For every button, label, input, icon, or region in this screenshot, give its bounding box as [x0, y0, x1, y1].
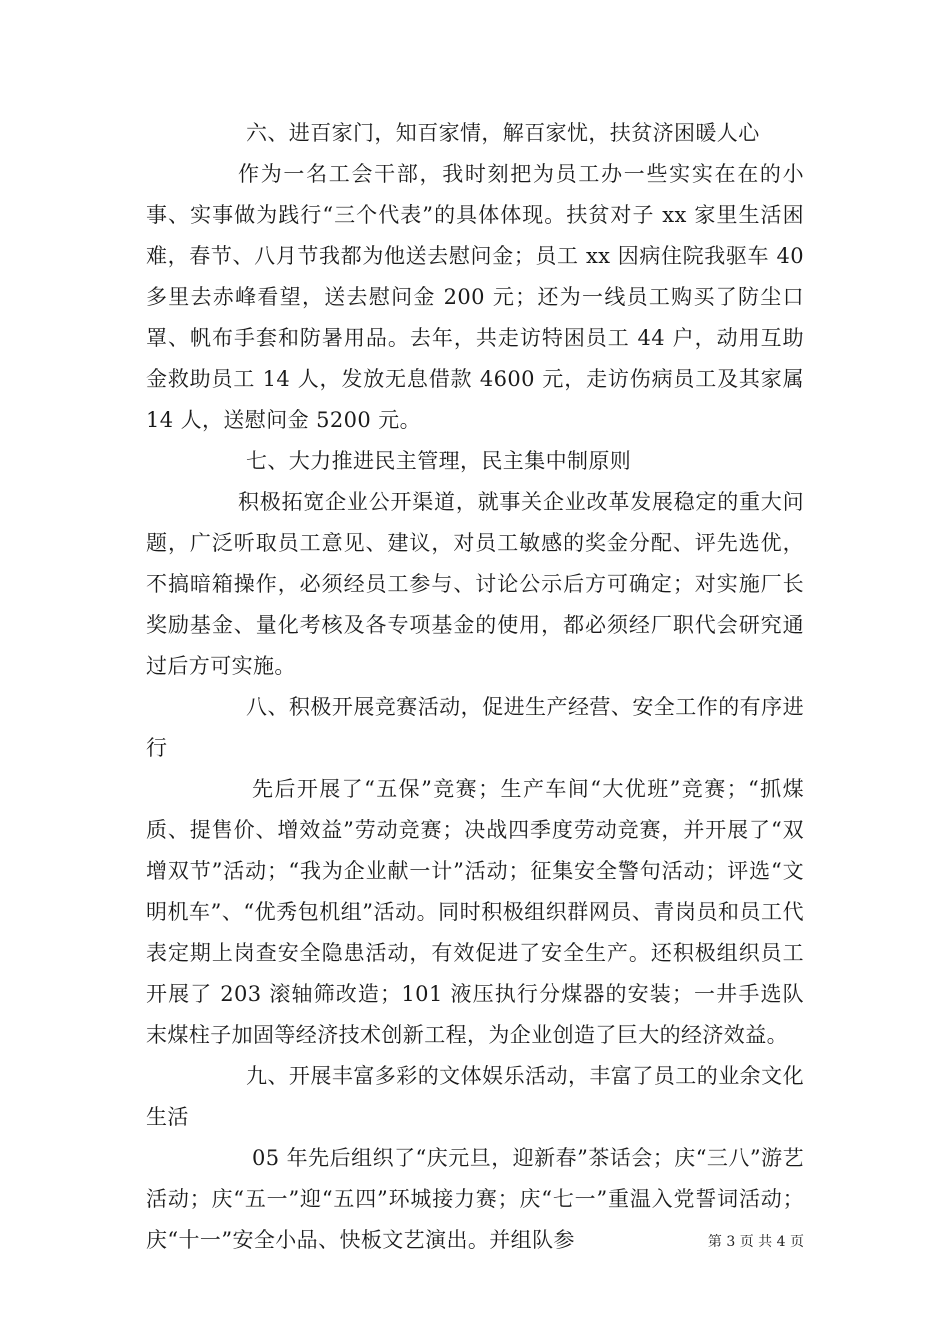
section-heading-6: 六、进百家门，知百家情，解百家忧，扶贫济困暖人心 [246, 121, 760, 145]
paragraph-democratic-management: 积极拓宽企业公开渠道，就事关企业改革发展稳定的重大问题，广泛听取员工意见、建议，对员工敏感的奖金分配、评先选优，不搞暗箱操作，必须经员工参与、讨论公示后方可确定；对实施厂长奖励基金、量化考核及各专项基金的使用，都必须经厂职代会研究通过后方可实施。 [146, 490, 804, 678]
paragraph-competition-activities: 先后开展了“五保”竞赛；生产车间“大优班”竞赛；“抓煤质、提售价、增效益”劳动竞赛；决战四季度劳动竞赛，并开展了“双增双节”活动；“我为企业献一计”活动；征集安全警句活动；评选“文明机车”、“优秀包机组”活动。同时积极组织群网员、青岗员和员工代表定期上岗查安全隐患活动，有效促进了安全生产。还积极组织员工开展了 203 滚轴筛改造；101 液压执行分煤器的安装；一井手选队末煤柱子加固等经济技术创新工程，为企业创造了巨大的经济效益。 [146, 777, 804, 1047]
section-heading-7: 七、大力推进民主管理，民主集中制原则 [246, 449, 632, 473]
section-heading-9: 九、开展丰富多彩的文体娱乐活动，丰富了员工的业余文化生活 [146, 1064, 804, 1129]
paragraph-poverty-relief: 作为一名工会干部，我时刻把为员工办一些实实在在的小事、实事做为践行“三个代表”的具体体现。扶贫对子 xx 家里生活困难，春节、八月节我都为他送去慰问金；员工 xx 因病住院我驱车 40 多里去赤峰看望，送去慰问金 200 元；还为一线员工购买了防尘口罩、帆布手套和防暑用品。去年，共走访特困员工 44 户，动用互助金救助员工 14 人，发放无息借款 4600 元，走访伤病员工及其家属 14 人，送慰问金 5200 元。 [146, 162, 804, 432]
paragraph-cultural-activities: 05 年先后组织了“庆元旦，迎新春”茶话会；庆“三八”游艺活动；庆“五一”迎“五四”环城接力赛；庆“七一”重温入党誓词活动；庆“十一”安全小品、快板文艺演出。并组队参 [146, 1146, 804, 1252]
section-heading-8: 八、积极开展竞赛活动，促进生产经营、安全工作的有序进行 [146, 695, 804, 760]
document-body [146, 113, 804, 1261]
page-number-footer: 第 3 页 共 4 页 [707, 1234, 804, 1250]
